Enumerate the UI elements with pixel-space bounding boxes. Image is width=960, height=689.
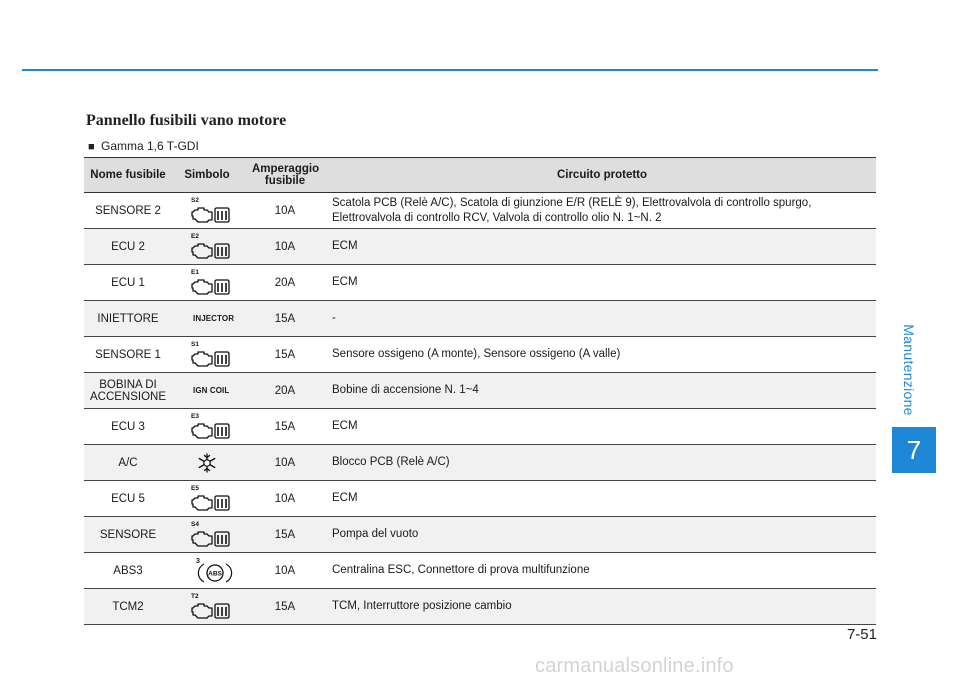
fuse-name: SENSORE 1 xyxy=(84,337,172,373)
fuse-circuit: Pompa del vuoto xyxy=(328,517,876,553)
fuse-circuit: Sensore ossigeno (A monte), Sensore ossigeno (A valle) xyxy=(328,337,876,373)
bullet-square-icon: ■ xyxy=(88,141,95,153)
fuse-circuit: TCM, Interruttore posizione cambio xyxy=(328,589,876,625)
fuse-amperage: 15A xyxy=(242,337,328,373)
fuse-symbol xyxy=(172,265,242,301)
table-row xyxy=(84,553,876,589)
fuse-name: BOBINA DI ACCENSIONE xyxy=(84,373,172,409)
table-row xyxy=(84,301,876,337)
table-row xyxy=(84,337,876,373)
fuse-circuit: ECM xyxy=(328,229,876,265)
fuse-symbol xyxy=(172,193,242,229)
header-fuse-name: Nome fusibile xyxy=(84,158,172,193)
fuse-symbol xyxy=(172,553,242,589)
fuse-circuit: ECM xyxy=(328,481,876,517)
svg-text:3: 3 xyxy=(196,558,200,565)
symbol-code: S4 xyxy=(191,521,199,528)
fuse-name: ECU 5 xyxy=(84,481,172,517)
header-symbol: Simbolo xyxy=(172,158,242,193)
fuse-name: ECU 1 xyxy=(84,265,172,301)
fuse-amperage: 15A xyxy=(242,589,328,625)
engine-fuse-icon xyxy=(190,196,234,226)
chapter-tab[interactable] xyxy=(892,427,936,473)
fuse-name: TCM2 xyxy=(84,589,172,625)
fuse-amperage: 10A xyxy=(242,229,328,265)
table-header-row xyxy=(84,158,876,193)
fuse-symbol xyxy=(172,517,242,553)
symbol-code: E5 xyxy=(191,485,199,492)
symbol-code: S2 xyxy=(191,197,199,204)
table-row xyxy=(84,193,876,229)
fuse-amperage: 10A xyxy=(242,553,328,589)
fuse-symbol xyxy=(172,409,242,445)
fuse-amperage: 10A xyxy=(242,193,328,229)
engine-variant-label: ■ Gamma 1,6 T-GDI xyxy=(88,139,199,153)
page-number: 7-51 xyxy=(846,626,877,643)
fuse-symbol xyxy=(172,301,242,337)
abs-icon xyxy=(194,556,234,586)
table-row xyxy=(84,517,876,553)
fuse-circuit: Centralina ESC, Connettore di prova multifunzione xyxy=(328,553,876,589)
engine-fuse-icon xyxy=(190,412,234,442)
table-row xyxy=(84,373,876,409)
fuse-circuit: Bobine di accensione N. 1~4 xyxy=(328,373,876,409)
header-amperage: Amperaggio fusibile xyxy=(242,158,328,193)
symbol-code: E3 xyxy=(191,413,199,420)
fuse-symbol xyxy=(172,481,242,517)
chapter-number: 7 xyxy=(906,434,922,465)
symbol-code: T2 xyxy=(191,593,199,600)
fuse-symbol xyxy=(172,337,242,373)
fuse-name: ABS3 xyxy=(84,553,172,589)
chapter-side-label: Manutenzione xyxy=(901,324,917,416)
table-row xyxy=(84,445,876,481)
table-row xyxy=(84,589,876,625)
symbol-code: E2 xyxy=(191,233,199,240)
fuse-name: SENSORE xyxy=(84,517,172,553)
fuse-name: SENSORE 2 xyxy=(84,193,172,229)
engine-fuse-icon xyxy=(190,340,234,370)
symbol-text: IGN COIL xyxy=(193,386,230,395)
fuse-name: A/C xyxy=(84,445,172,481)
section-title: Pannello fusibili vano motore xyxy=(86,112,287,129)
table-row xyxy=(84,481,876,517)
symbol-code: S1 xyxy=(191,341,199,348)
header-rule xyxy=(22,69,878,71)
fuse-circuit: - xyxy=(328,301,876,337)
fuse-circuit: Scatola PCB (Relè A/C), Scatola di giunzione E/R (RELÈ 9), Elettrovalvola di controllo spurgo, Elettrovalvola di controllo RCV, Valvola di controllo olio N. 1~N. 2 xyxy=(328,193,876,229)
fuse-symbol xyxy=(172,589,242,625)
table-row xyxy=(84,409,876,445)
snowflake-icon xyxy=(196,452,218,474)
header-circuit: Circuito protetto xyxy=(328,158,876,193)
fuse-circuit: ECM xyxy=(328,265,876,301)
svg-text:ABS: ABS xyxy=(208,570,222,578)
fuse-table xyxy=(84,157,876,625)
fuse-amperage: 15A xyxy=(242,409,328,445)
fuse-name: INIETTORE xyxy=(84,301,172,337)
fuse-symbol xyxy=(172,373,242,409)
symbol-text: INJECTOR xyxy=(193,314,235,323)
fuse-amperage: 15A xyxy=(242,301,328,337)
engine-fuse-icon xyxy=(190,268,234,298)
fuse-amperage: 10A xyxy=(242,445,328,481)
fuse-amperage: 15A xyxy=(242,517,328,553)
table-row xyxy=(84,229,876,265)
fuse-symbol xyxy=(172,229,242,265)
fuse-name: ECU 2 xyxy=(84,229,172,265)
engine-fuse-icon xyxy=(190,592,234,622)
engine-fuse-icon xyxy=(190,232,234,262)
watermark: carmanualsonline.info xyxy=(535,655,734,677)
engine-fuse-icon xyxy=(190,520,234,550)
symbol-code: E1 xyxy=(191,269,199,276)
fuse-name: ECU 3 xyxy=(84,409,172,445)
fuse-amperage: 10A xyxy=(242,481,328,517)
table-row xyxy=(84,265,876,301)
fuse-circuit: Blocco PCB (Relè A/C) xyxy=(328,445,876,481)
fuse-symbol xyxy=(172,445,242,481)
fuse-amperage: 20A xyxy=(242,265,328,301)
fuse-circuit: ECM xyxy=(328,409,876,445)
fuse-amperage: 20A xyxy=(242,373,328,409)
engine-fuse-icon xyxy=(190,484,234,514)
